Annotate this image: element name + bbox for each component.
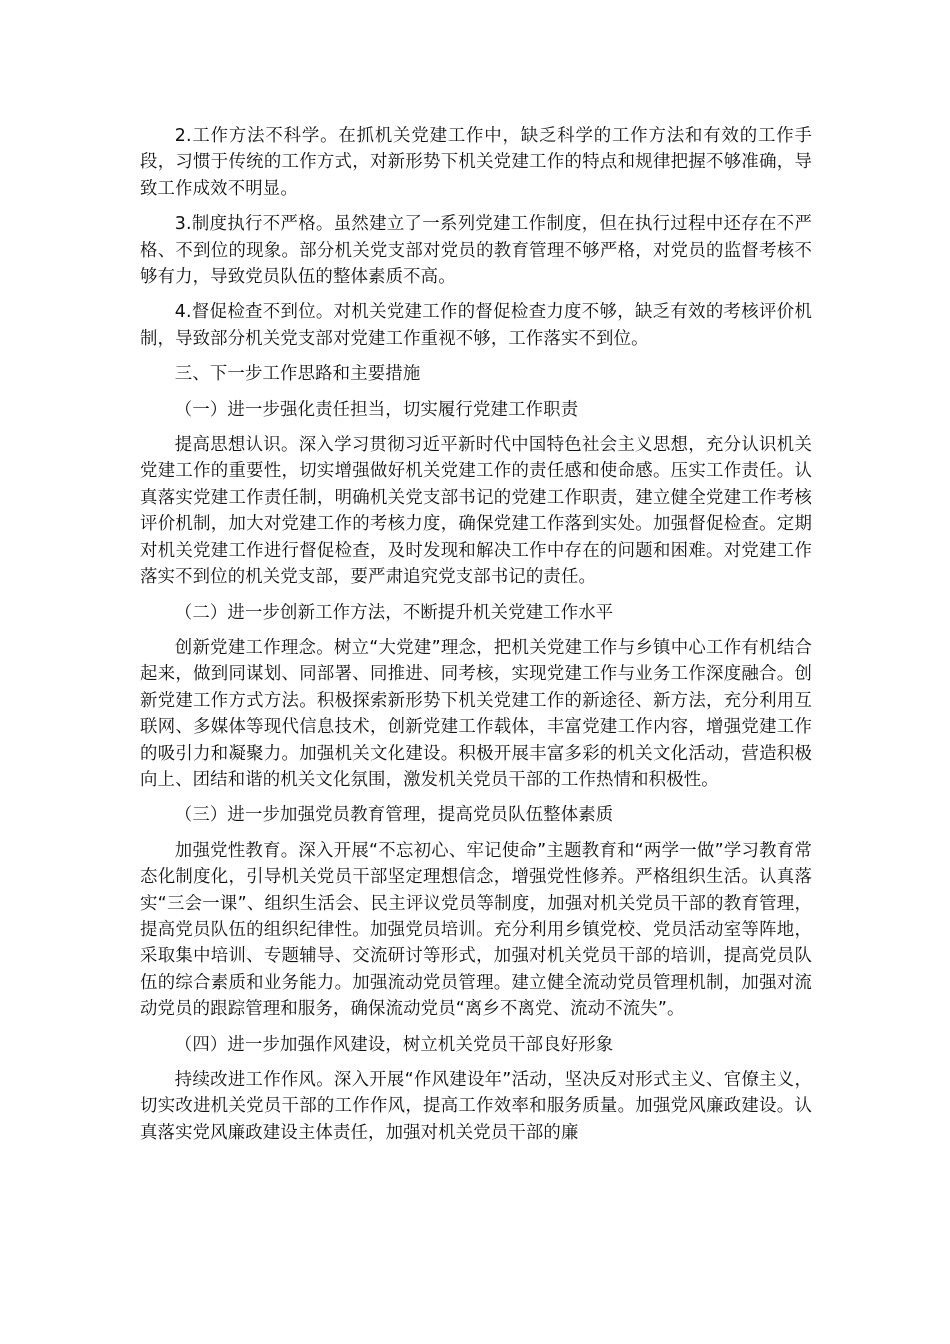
paragraph-system-execution: 3.制度执行不严格。虽然建立了一系列党建工作制度，但在执行过程中还存在不严格、不到位的现象。部分机关党支部对党员的教育管理不够严格，对党员的监督考核不够有力，导致党员队伍的整体素质不高。 bbox=[140, 214, 812, 288]
paragraph-innovation: 创新党建工作理念。树立“大党建”理念，把机关党建工作与乡镇中心工作有机结合起来，做到同谋划、同部署、同推进、同考核，实现党建工作与业务工作深度融合。创新党建工作方式方法。积极探索新形势下机关党建工作的新途径、新方法，充分利用互联网、多媒体等现代信息技术，创新党建工作载体，丰富党建工作内容，增强党建工作的吸引力和凝聚力。加强机关文化建设。积极开展丰富多彩的机关文化活动，营造积极向上、团结和谐的机关文化氛围，激发机关党员干部的工作热情和积极性。 bbox=[140, 637, 812, 790]
paragraph-work-method: 2.工作方法不科学。在抓机关党建工作中，缺乏科学的工作方法和有效的工作手段，习惯于传统的工作方式，对新形势下机关党建工作的特点和规律把握不够准确，导致工作成效不明显。 bbox=[140, 126, 812, 199]
paragraph-responsibility: 提高思想认识。深入学习贯彻习近平新时代中国特色社会主义思想，充分认识机关党建工作的重要性，切实增强做好机关党建工作的责任感和使命感。压实工作责任。认真落实党建工作责任制，明确机关党支部书记的党建工作职责，建立健全党建工作考核评价机制，加大对党建工作的考核力度，确保党建工作落到实处。加强督促检查。定期对机关党建工作进行督促检查，及时发现和解决工作中存在的问题和困难。对党建工作落实不到位的机关党支部，要严肃追究党支部书记的责任。 bbox=[140, 435, 812, 588]
paragraph-member-education: 加强党性教育。深入开展“不忘初心、牢记使命”主题教育和“两学一做”学习教育常态化制度化，引导机关党员干部坚定理想信念，增强党性修养。严格组织生活。认真落实“三会一课”、组织生活会、民主评议党员等制度，加强对机关党员干部的教育管理，提高党员队伍的组织纪律性。加强党员培训。充分利用乡镇党校、党员活动室等阵地，采取集中培训、专题辅导、交流研讨等形式，加强对机关党员干部的培训，提高党员队伍的综合素质和业务能力。加强流动党员管理。建立健全流动党员管理机制，加强对流动党员的跟踪管理和服务，确保流动党员“离乡不离党、流动不流失”。 bbox=[140, 840, 812, 1020]
subheading-member-education: （三）进一步加强党员教育管理，提高党员队伍整体素质 bbox=[174, 805, 614, 826]
paragraph-work-style: 持续改进工作作风。深入开展“作风建设年”活动，坚决反对形式主义、官僚主义，切实改进机关党员干部的工作作风，提高工作效率和服务质量。加强党风廉政建设。认真落实党风廉政建设主体责任，加强对机关党员干部的廉 bbox=[140, 1070, 812, 1143]
section-heading-next-steps: 三、下一步工作思路和主要措施 bbox=[174, 364, 421, 385]
subheading-work-style: （四）进一步加强作风建设，树立机关党员干部良好形象 bbox=[174, 1034, 614, 1055]
paragraph-supervision: 4.督促检查不到位。对机关党建工作的督促检查力度不够，缺乏有效的考核评价机制，导致部分机关党支部对党建工作重视不够，工作落实不到位。 bbox=[140, 302, 812, 349]
subheading-innovation: （二）进一步创新工作方法，不断提升机关党建工作水平 bbox=[174, 602, 614, 623]
subheading-responsibility: （一）进一步强化责任担当，切实履行党建工作职责 bbox=[174, 399, 579, 420]
